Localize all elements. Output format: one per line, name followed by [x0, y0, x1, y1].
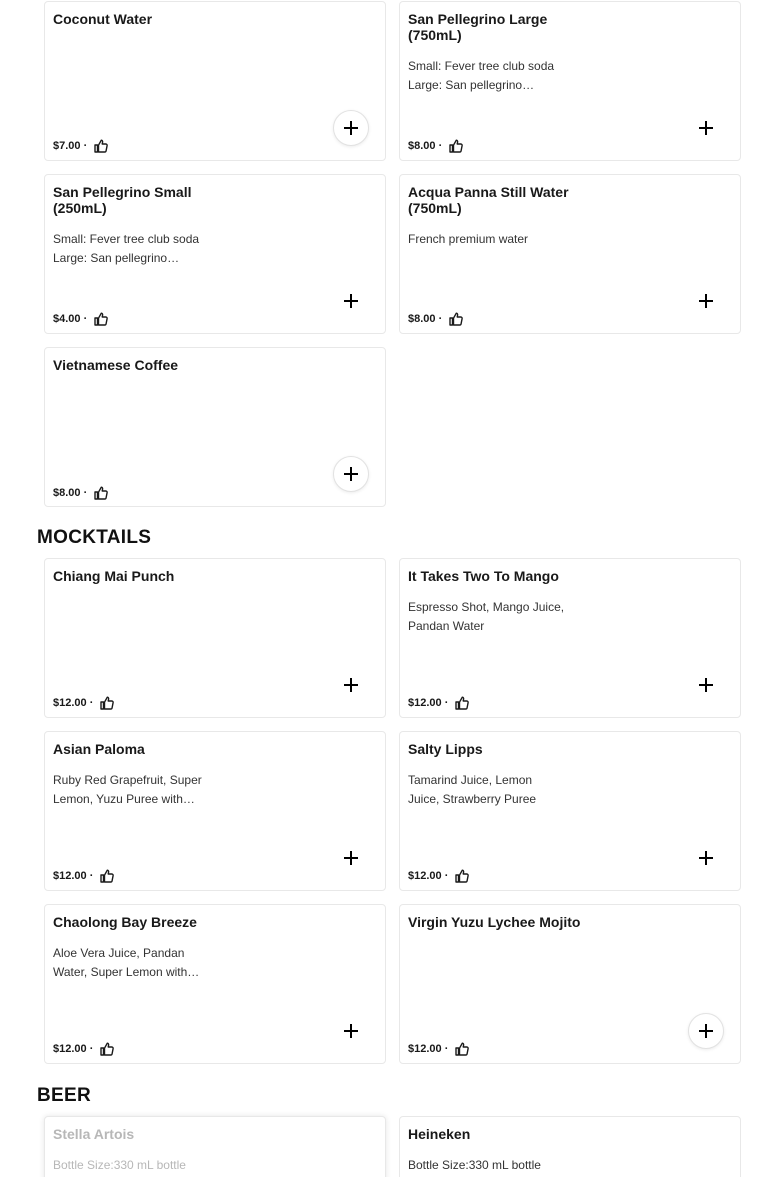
thumbs-up-icon[interactable]	[99, 868, 115, 884]
thumbs-up-icon[interactable]	[454, 868, 470, 884]
item-price: $12.00 ·	[408, 1043, 449, 1055]
item-price: $12.00 ·	[408, 870, 449, 882]
item-description: French premium water	[408, 232, 529, 246]
item-description: Ruby Red Grapefruit, Super Lemon, Yuzu Puree with…	[53, 773, 202, 806]
item-description: Small: Fever tree club soda Large: San pellegrino…	[408, 59, 555, 92]
price-row	[408, 695, 470, 711]
price-row	[53, 1041, 115, 1057]
add-item-button[interactable]	[333, 110, 369, 146]
menu-item-card[interactable]	[399, 174, 741, 334]
menu-item-card[interactable]	[399, 558, 741, 718]
section-title-beer: BEER	[37, 1085, 91, 1106]
price-row	[53, 868, 115, 884]
item-name: Chiang Mai Punch	[53, 568, 175, 584]
thumbs-up-icon[interactable]	[454, 695, 470, 711]
item-price: $12.00 ·	[53, 1043, 94, 1055]
thumbs-up-icon[interactable]	[448, 311, 464, 327]
menu-item-card[interactable]	[399, 1, 741, 161]
plus-icon	[698, 677, 714, 693]
add-item-button[interactable]	[333, 667, 369, 703]
item-description: Aloe Vera Juice, Pandan Water, Super Lemon with…	[53, 946, 200, 979]
plus-icon	[698, 293, 714, 309]
item-name: Chaolong Bay Breeze	[53, 914, 197, 930]
thumbs-up-icon[interactable]	[454, 1041, 470, 1057]
price-row	[408, 1041, 470, 1057]
item-price: $8.00 ·	[408, 313, 443, 325]
item-name: Asian Paloma	[53, 741, 145, 757]
item-price: $12.00 ·	[53, 870, 94, 882]
menu-item-card[interactable]	[399, 904, 741, 1064]
item-price: $12.00 ·	[53, 697, 94, 709]
item-name: Vietnamese Coffee	[53, 357, 179, 373]
menu-item-card[interactable]	[44, 904, 386, 1064]
menu-item-card[interactable]	[44, 347, 386, 507]
item-name: Heineken	[408, 1126, 471, 1142]
add-item-button[interactable]	[688, 283, 724, 319]
plus-icon	[343, 1023, 359, 1039]
item-name: Acqua Panna Still Water (750mL)	[408, 184, 569, 216]
item-name: Coconut Water	[53, 11, 153, 27]
item-price: $12.00 ·	[408, 697, 449, 709]
plus-icon	[343, 466, 359, 482]
item-name: It Takes Two To Mango	[408, 568, 559, 584]
add-item-button[interactable]	[333, 283, 369, 319]
add-item-button[interactable]	[688, 1013, 724, 1049]
item-price: $7.00 ·	[53, 140, 88, 152]
price-row	[53, 485, 109, 501]
item-price: $8.00 ·	[408, 140, 443, 152]
item-name: San Pellegrino Large (750mL)	[408, 11, 548, 43]
menu-item-card[interactable]	[399, 731, 741, 891]
price-row	[408, 311, 464, 327]
add-item-button[interactable]	[688, 110, 724, 146]
price-row	[408, 868, 470, 884]
item-price: $8.00 ·	[53, 487, 88, 499]
plus-icon	[343, 850, 359, 866]
menu-item-card[interactable]	[44, 1, 386, 161]
add-item-button[interactable]	[333, 456, 369, 492]
item-description: Bottle Size:330 mL bottle	[53, 1158, 186, 1172]
add-item-button[interactable]	[688, 840, 724, 876]
item-description: Bottle Size:330 mL bottle	[408, 1158, 541, 1172]
thumbs-up-icon[interactable]	[448, 138, 464, 154]
plus-icon	[343, 293, 359, 309]
thumbs-up-icon[interactable]	[93, 311, 109, 327]
plus-icon	[343, 120, 359, 136]
item-description: Small: Fever tree club soda Large: San pellegrino…	[53, 232, 200, 265]
menu-item-card[interactable]	[44, 731, 386, 891]
price-row	[408, 138, 464, 154]
section-title-mocktails: MOCKTAILS	[37, 527, 152, 548]
item-name: Virgin Yuzu Lychee Mojito	[408, 914, 581, 930]
thumbs-up-icon[interactable]	[93, 138, 109, 154]
thumbs-up-icon[interactable]	[99, 695, 115, 711]
plus-icon	[698, 850, 714, 866]
item-price: $4.00 ·	[53, 313, 88, 325]
menu-item-card[interactable]	[44, 558, 386, 718]
price-row	[53, 695, 115, 711]
item-name: San Pellegrino Small (250mL)	[53, 184, 192, 216]
plus-icon	[698, 1023, 714, 1039]
price-row	[53, 138, 109, 154]
add-item-button[interactable]	[333, 840, 369, 876]
price-row	[53, 311, 109, 327]
item-name: Salty Lipps	[408, 741, 483, 757]
menu-item-card[interactable]	[399, 1116, 741, 1177]
thumbs-up-icon[interactable]	[99, 1041, 115, 1057]
add-item-button[interactable]	[333, 1013, 369, 1049]
menu-item-card[interactable]	[44, 1116, 386, 1177]
thumbs-up-icon[interactable]	[93, 485, 109, 501]
add-item-button[interactable]	[688, 667, 724, 703]
plus-icon	[343, 677, 359, 693]
item-description: Tamarind Juice, Lemon Juice, Strawberry Puree	[408, 773, 537, 806]
item-name: Stella Artois	[53, 1126, 135, 1142]
plus-icon	[698, 120, 714, 136]
item-description: Espresso Shot, Mango Juice, Pandan Water	[408, 600, 565, 633]
menu-item-card[interactable]	[44, 174, 386, 334]
